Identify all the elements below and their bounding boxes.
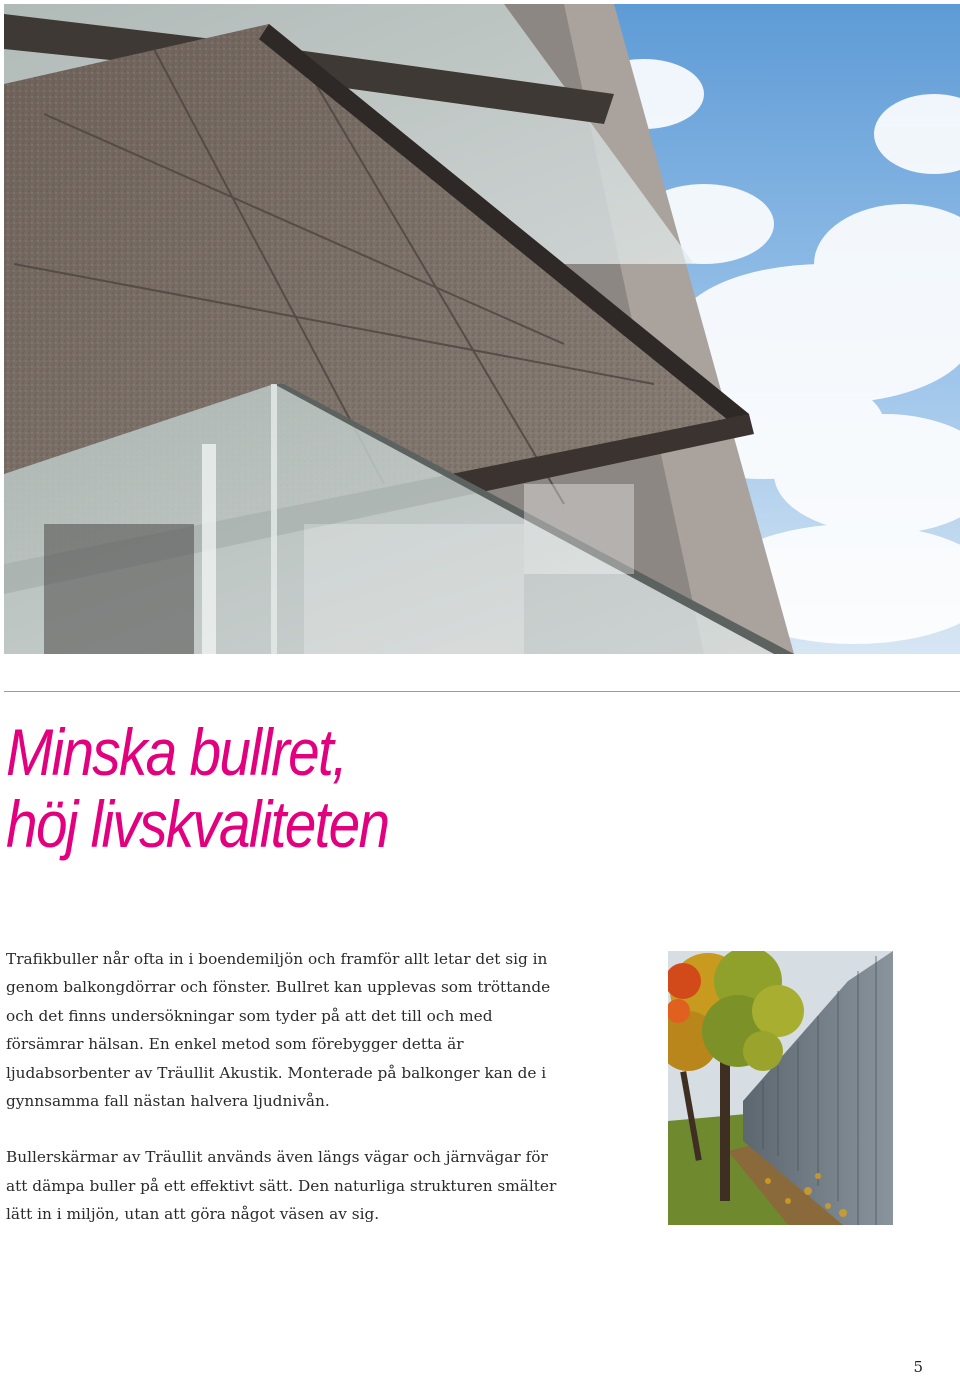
page-title (6, 716, 388, 860)
paragraph-2: Bullerskärmar av Träullit används även längs vägar och järnvägar för att dämpa buller på ett effektivt sätt. Den naturliga strukturen smälter lätt in i miljön, utan att göra något väsen av sig. (6, 1148, 557, 1224)
paragraph-1: Trafikbuller når ofta in i boendemiljön och framför allt letar det sig in genom balkongdörrar och fönster. Bullret kan upplevas som tröttande och det finns undersökningar som tyder på att det till och med försämrar hälsan. En enkel metod som förebygger detta är ljudabsorbenter av Träullit Akustik. Monterade på balkonger kan de i gynnsamma fall nästan halvera ljudnivån. (6, 950, 551, 1111)
title-line-2: höj livskvaliteten (6, 787, 389, 861)
side-photo (668, 951, 893, 1225)
title-line-1: Minska bullret, (6, 715, 347, 789)
body-text (6, 945, 566, 1229)
divider-line (4, 691, 960, 692)
hero-photo (4, 4, 960, 654)
page-number: 5 (913, 1358, 923, 1376)
